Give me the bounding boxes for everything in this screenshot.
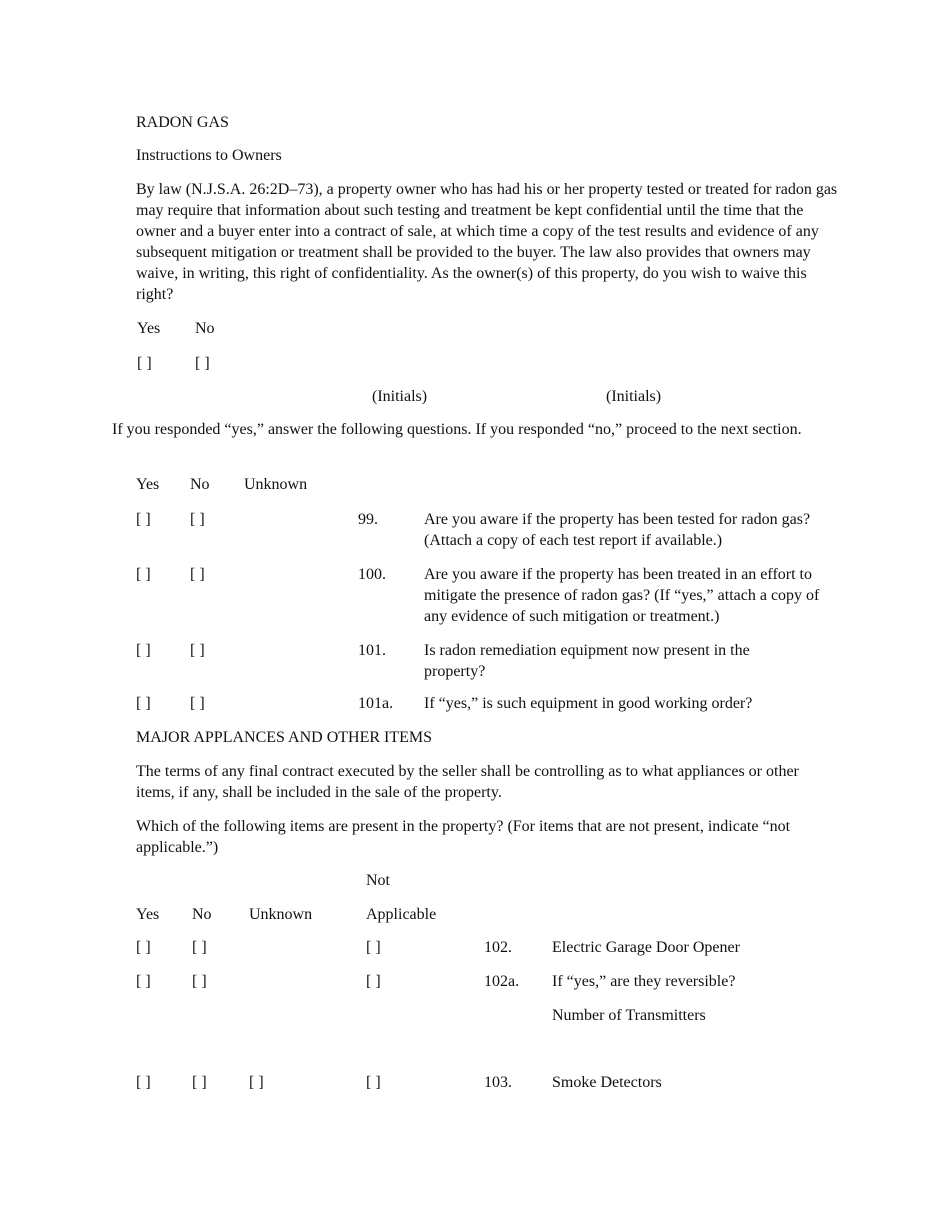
q99-yes-checkbox[interactable]: [ ] [136, 511, 151, 528]
q101-no-checkbox[interactable]: [ ] [190, 642, 205, 659]
q100-number: 100. [358, 566, 386, 583]
waiver-yes-checkbox[interactable]: [ ] [137, 355, 152, 372]
instructions-heading: Instructions to Owners [136, 147, 282, 164]
radon-intro-paragraph: By law (N.J.S.A. 26:2D–73), a property owner who has had his or her property tested or treated for radon gas may require that information about such testing and treatment be kept confidential until the time that the owner and a buyer enter into a contract of sale, at which time a copy of the test results and evidence of any subsequent mitigation or treatment shall be provided to the buyer. The law also provides that owners may waive, in writing, this right of confidentiality. As the owner(s) of this property, do you wish to waive this right? [136, 181, 838, 303]
q101-number: 101. [358, 642, 386, 659]
appliances-section-heading: MAJOR APPLANCES AND OTHER ITEMS [136, 729, 433, 746]
item102-na-checkbox[interactable]: [ ] [366, 939, 381, 956]
q100-yes-checkbox[interactable]: [ ] [136, 566, 151, 583]
radon-header-unknown: Unknown [244, 476, 308, 493]
item102a-number: 102a. [484, 973, 520, 990]
appliances-header-no: No [192, 906, 212, 923]
q100-text: Are you aware if the property has been treated in an effort to mitigate the presence of radon gas? (If “yes,” attach a copy of any evidence of such mitigation or treatment.) [424, 566, 820, 625]
item102-yes-checkbox[interactable]: [ ] [136, 939, 151, 956]
item103-no-checkbox[interactable]: [ ] [192, 1074, 207, 1091]
item102a-na-checkbox[interactable]: [ ] [366, 973, 381, 990]
item103-number: 103. [484, 1074, 512, 1091]
header-not: Not [366, 872, 390, 889]
item102-text: Electric Garage Door Opener [552, 939, 740, 956]
appliances-question-paragraph: Which of the following items are present in the property? (For items that are not present, indicate “not applicable.”) [136, 818, 791, 856]
initials-field-2[interactable]: (Initials) [606, 388, 662, 405]
q101a-text: If “yes,” is such equipment in good working order? [424, 695, 753, 712]
q101a-number: 101a. [358, 695, 394, 712]
q99-no-checkbox[interactable]: [ ] [190, 511, 205, 528]
item102a-no-checkbox[interactable]: [ ] [192, 973, 207, 990]
initials-field-1[interactable]: (Initials) [372, 388, 428, 405]
q99-number: 99. [358, 511, 378, 528]
radon-header-no: No [190, 476, 210, 493]
item102-no-checkbox[interactable]: [ ] [192, 939, 207, 956]
q101a-no-checkbox[interactable]: [ ] [190, 695, 205, 712]
waiver-no-checkbox[interactable]: [ ] [195, 355, 210, 372]
item102-number: 102. [484, 939, 512, 956]
transmitters-label: Number of Transmitters [552, 1007, 706, 1024]
item103-na-checkbox[interactable]: [ ] [366, 1074, 381, 1091]
appliances-header-unknown: Unknown [249, 906, 313, 923]
radon-section-heading: RADON GAS [136, 114, 229, 131]
item103-text: Smoke Detectors [552, 1074, 662, 1091]
q101a-yes-checkbox[interactable]: [ ] [136, 695, 151, 712]
radon-header-yes: Yes [136, 476, 160, 493]
q101-yes-checkbox[interactable]: [ ] [136, 642, 151, 659]
item103-yes-checkbox[interactable]: [ ] [136, 1074, 151, 1091]
header-applicable: Applicable [366, 906, 437, 923]
appliances-terms-paragraph: The terms of any final contract executed by the seller shall be controlling as to what appliances or other items, if any, shall be included in the sale of the property. [136, 763, 799, 801]
q100-no-checkbox[interactable]: [ ] [190, 566, 205, 583]
waiver-yes-label: Yes [137, 320, 161, 337]
followup-instruction: If you responded “yes,” answer the following questions. If you responded “no,” proceed to the next section. [112, 421, 802, 438]
item102a-yes-checkbox[interactable]: [ ] [136, 973, 151, 990]
item102a-text: If “yes,” are they reversible? [552, 973, 736, 990]
q99-text: Are you aware if the property has been tested for radon gas? (Attach a copy of each test report if available.) [424, 511, 811, 549]
q101-text: Is radon remediation equipment now present in the property? [424, 642, 750, 680]
item103-unknown-checkbox[interactable]: [ ] [249, 1074, 264, 1091]
appliances-header-yes: Yes [136, 906, 160, 923]
waiver-no-label: No [195, 320, 215, 337]
